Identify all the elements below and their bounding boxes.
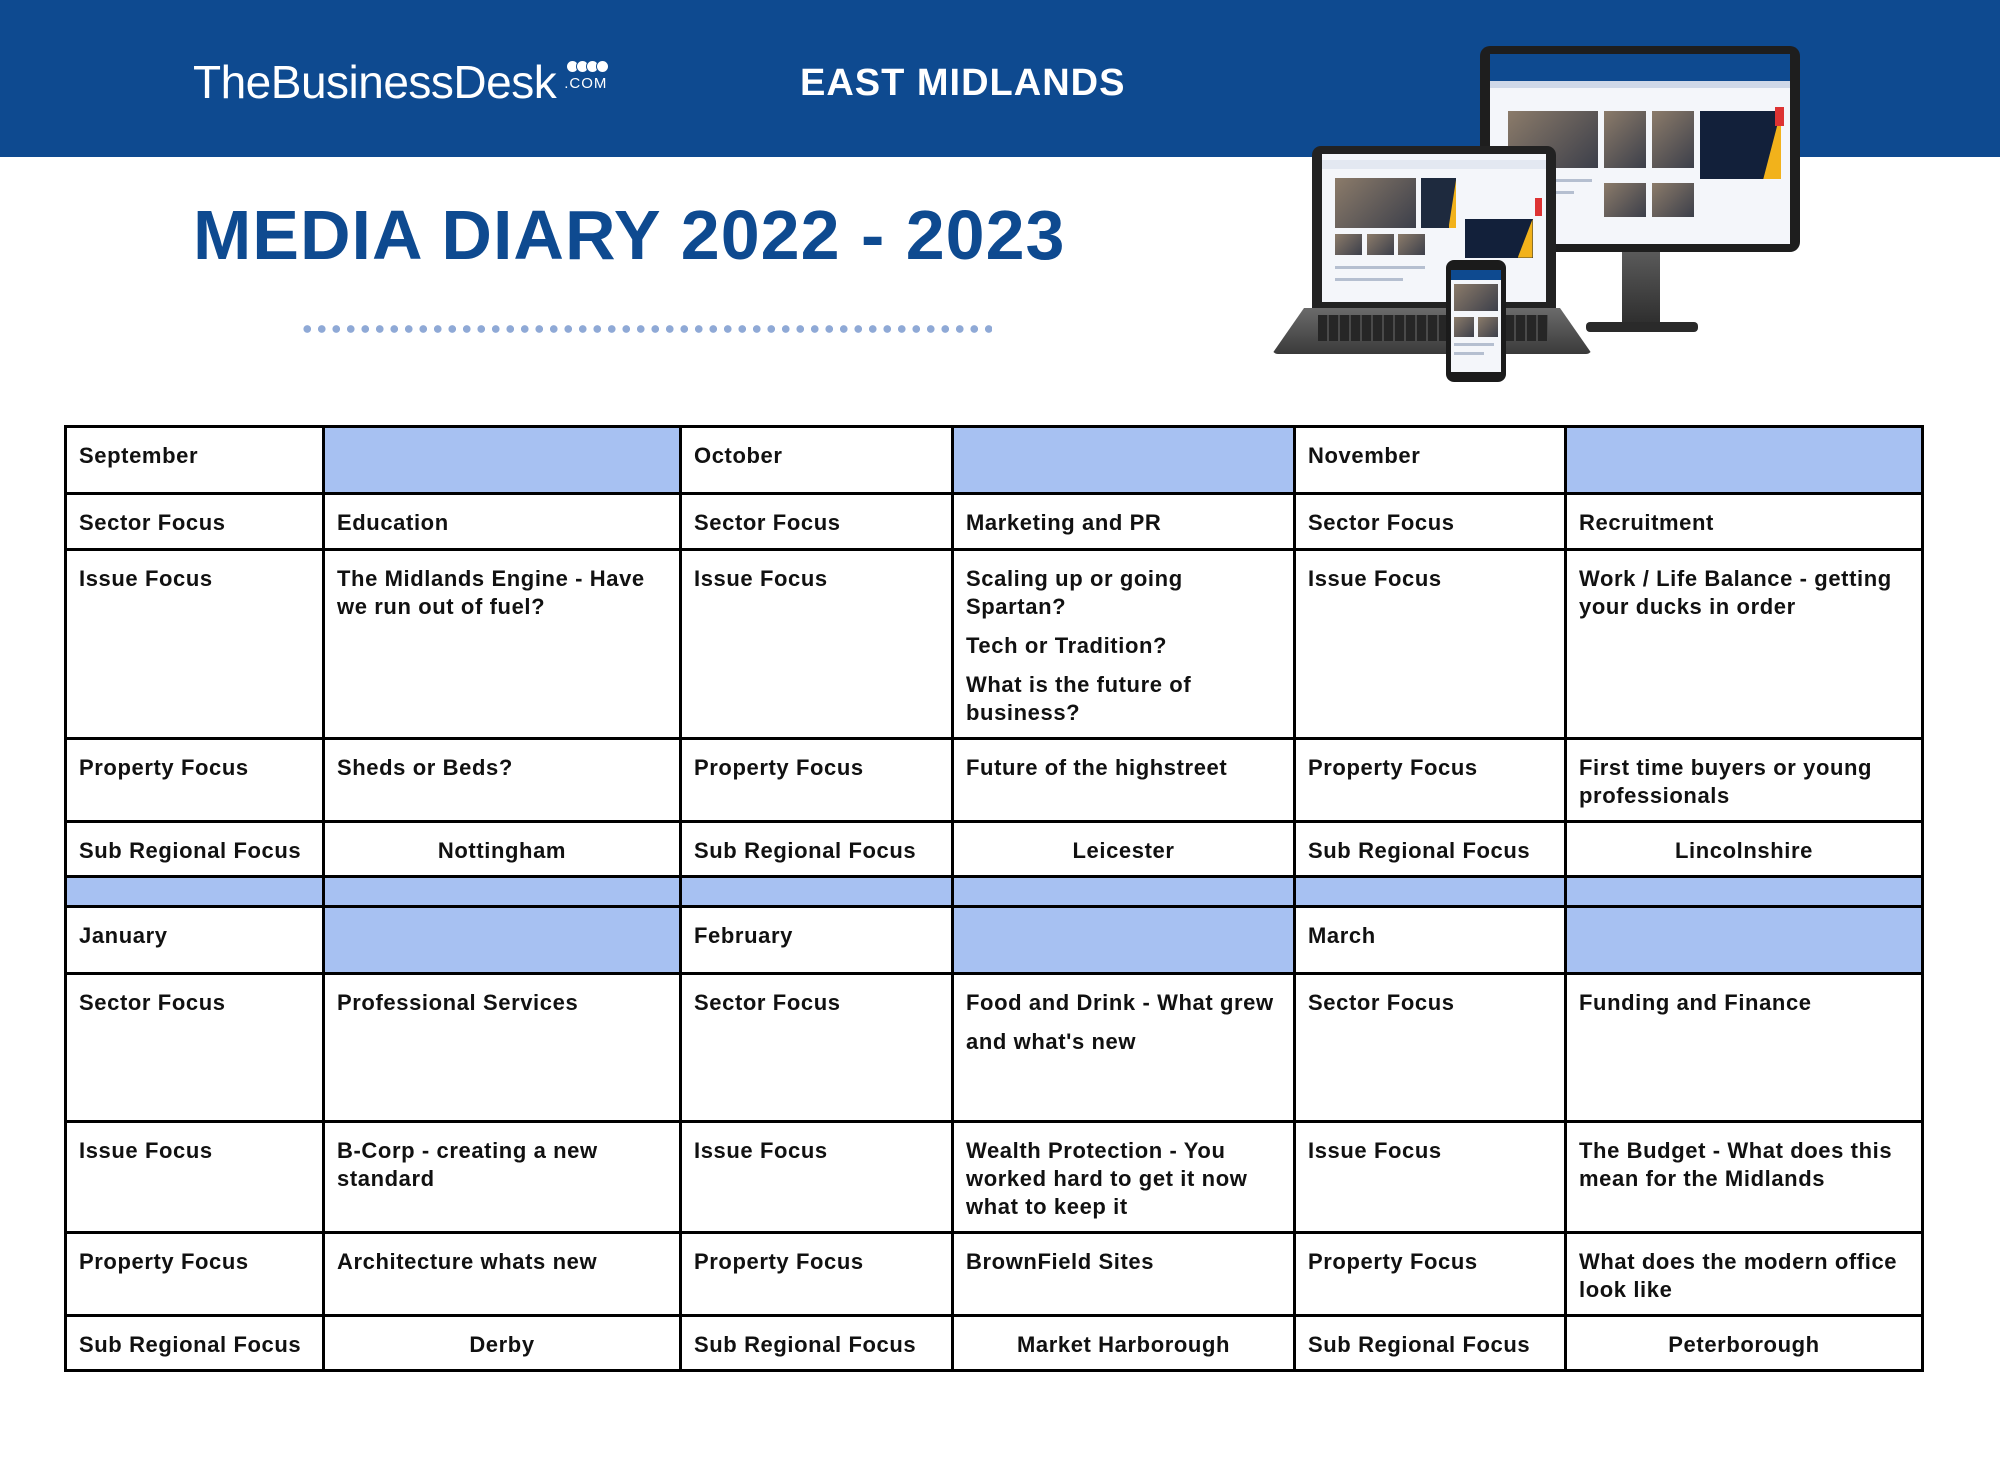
sub-regional-focus-label: Sub Regional Focus <box>681 822 953 877</box>
region-name: EAST MIDLANDS <box>800 62 1126 104</box>
month-header-fill <box>1566 907 1923 974</box>
brand-logo <box>193 52 607 112</box>
sub-regional-focus-value: Leicester <box>953 822 1295 877</box>
issue-focus-label: Issue Focus <box>681 550 953 739</box>
month-header-row <box>66 907 1923 974</box>
property-focus-label: Property Focus <box>66 1233 324 1316</box>
sector-focus-value: Food and Drink - What grew and what's new <box>953 974 1295 1122</box>
laptop-screen <box>1322 154 1546 302</box>
issue-focus-value: The Budget - What does this mean for the Midlands <box>1566 1122 1923 1233</box>
property-focus-label: Property Focus <box>66 739 324 822</box>
month-heading: February <box>681 907 953 974</box>
sector-row <box>66 974 1923 1122</box>
property-focus-value: First time buyers or young professionals <box>1566 739 1923 822</box>
property-row <box>66 739 1923 822</box>
issue-focus-label: Issue Focus <box>681 1122 953 1233</box>
sub-regional-focus-label: Sub Regional Focus <box>66 1316 324 1371</box>
sub-regional-focus-value: Derby <box>324 1316 681 1371</box>
month-header-fill <box>324 907 681 974</box>
sub-regional-focus-value: Nottingham <box>324 822 681 877</box>
sub-regional-row <box>66 1316 1923 1371</box>
month-heading: November <box>1295 427 1566 494</box>
spacer-cell <box>1566 877 1923 907</box>
logo-wordmark: TheBusinessDesk <box>193 56 557 108</box>
sector-focus-label: Sector Focus <box>66 494 324 550</box>
sector-focus-label: Sector Focus <box>681 974 953 1122</box>
sector-focus-value: Professional Services <box>324 974 681 1122</box>
issue-row <box>66 550 1923 739</box>
spacer-cell <box>953 877 1295 907</box>
logo-mark <box>564 60 607 92</box>
month-heading: September <box>66 427 324 494</box>
logo-suffix: .COM <box>564 75 608 92</box>
sub-regional-focus-label: Sub Regional Focus <box>1295 822 1566 877</box>
issue-focus-value: Scaling up or going Spartan? Tech or Tradition? What is the future of business? <box>953 550 1295 739</box>
issue-focus-value: Work / Life Balance - getting your ducks in order <box>1566 550 1923 739</box>
sector-focus-label: Sector Focus <box>1295 494 1566 550</box>
dotted-divider <box>300 324 992 334</box>
month-header-fill <box>953 427 1295 494</box>
spacer-cell <box>681 877 953 907</box>
property-focus-label: Property Focus <box>1295 739 1566 822</box>
sector-focus-label: Sector Focus <box>1295 974 1566 1122</box>
property-focus-label: Property Focus <box>681 1233 953 1316</box>
property-focus-value: What does the modern office look like <box>1566 1233 1923 1316</box>
issue-focus-value: B-Corp - creating a new standard <box>324 1122 681 1233</box>
laptop-keyboard <box>1318 315 1548 341</box>
property-focus-value: Sheds or Beds? <box>324 739 681 822</box>
sub-regional-focus-label: Sub Regional Focus <box>1295 1316 1566 1371</box>
sector-focus-value: Marketing and PR <box>953 494 1295 550</box>
property-row <box>66 1233 1923 1316</box>
issue-focus-label: Issue Focus <box>1295 550 1566 739</box>
sub-regional-focus-value: Lincolnshire <box>1566 822 1923 877</box>
issue-focus-label: Issue Focus <box>66 550 324 739</box>
logo-dots-icon <box>566 60 606 73</box>
sub-regional-focus-label: Sub Regional Focus <box>66 822 324 877</box>
smartphone-screen <box>1451 270 1501 372</box>
month-header-fill <box>1566 427 1923 494</box>
media-diary-table <box>64 425 1924 1372</box>
issue-focus-value: Wealth Protection - You worked hard to get it now what to keep it <box>953 1122 1295 1233</box>
issue-focus-value: The Midlands Engine - Have we run out of fuel? <box>324 550 681 739</box>
sub-regional-focus-value: Peterborough <box>1566 1316 1923 1371</box>
month-header-row <box>66 427 1923 494</box>
spacer-cell <box>324 877 681 907</box>
device-mockups <box>1270 40 1810 385</box>
spacer-cell <box>1295 877 1566 907</box>
monitor-foot <box>1586 322 1698 332</box>
property-focus-value: BrownField Sites <box>953 1233 1295 1316</box>
property-focus-label: Property Focus <box>1295 1233 1566 1316</box>
month-header-fill <box>324 427 681 494</box>
month-heading: January <box>66 907 324 974</box>
property-focus-value: Future of the highstreet <box>953 739 1295 822</box>
sub-regional-row <box>66 822 1923 877</box>
sector-focus-value: Recruitment <box>1566 494 1923 550</box>
sub-regional-focus-label: Sub Regional Focus <box>681 1316 953 1371</box>
month-heading: October <box>681 427 953 494</box>
sector-focus-value: Funding and Finance <box>1566 974 1923 1122</box>
sector-focus-value: Education <box>324 494 681 550</box>
sector-focus-label: Sector Focus <box>66 974 324 1122</box>
monitor-stand <box>1622 252 1660 324</box>
month-heading: March <box>1295 907 1566 974</box>
property-focus-label: Property Focus <box>681 739 953 822</box>
spacer-cell <box>66 877 324 907</box>
sector-row <box>66 494 1923 550</box>
page-title: MEDIA DIARY 2022 - 2023 <box>193 196 1066 274</box>
issue-focus-label: Issue Focus <box>1295 1122 1566 1233</box>
spacer-row <box>66 877 1923 907</box>
property-focus-value: Architecture whats new <box>324 1233 681 1316</box>
issue-row <box>66 1122 1923 1233</box>
month-header-fill <box>953 907 1295 974</box>
issue-focus-label: Issue Focus <box>66 1122 324 1233</box>
sector-focus-label: Sector Focus <box>681 494 953 550</box>
sub-regional-focus-value: Market Harborough <box>953 1316 1295 1371</box>
